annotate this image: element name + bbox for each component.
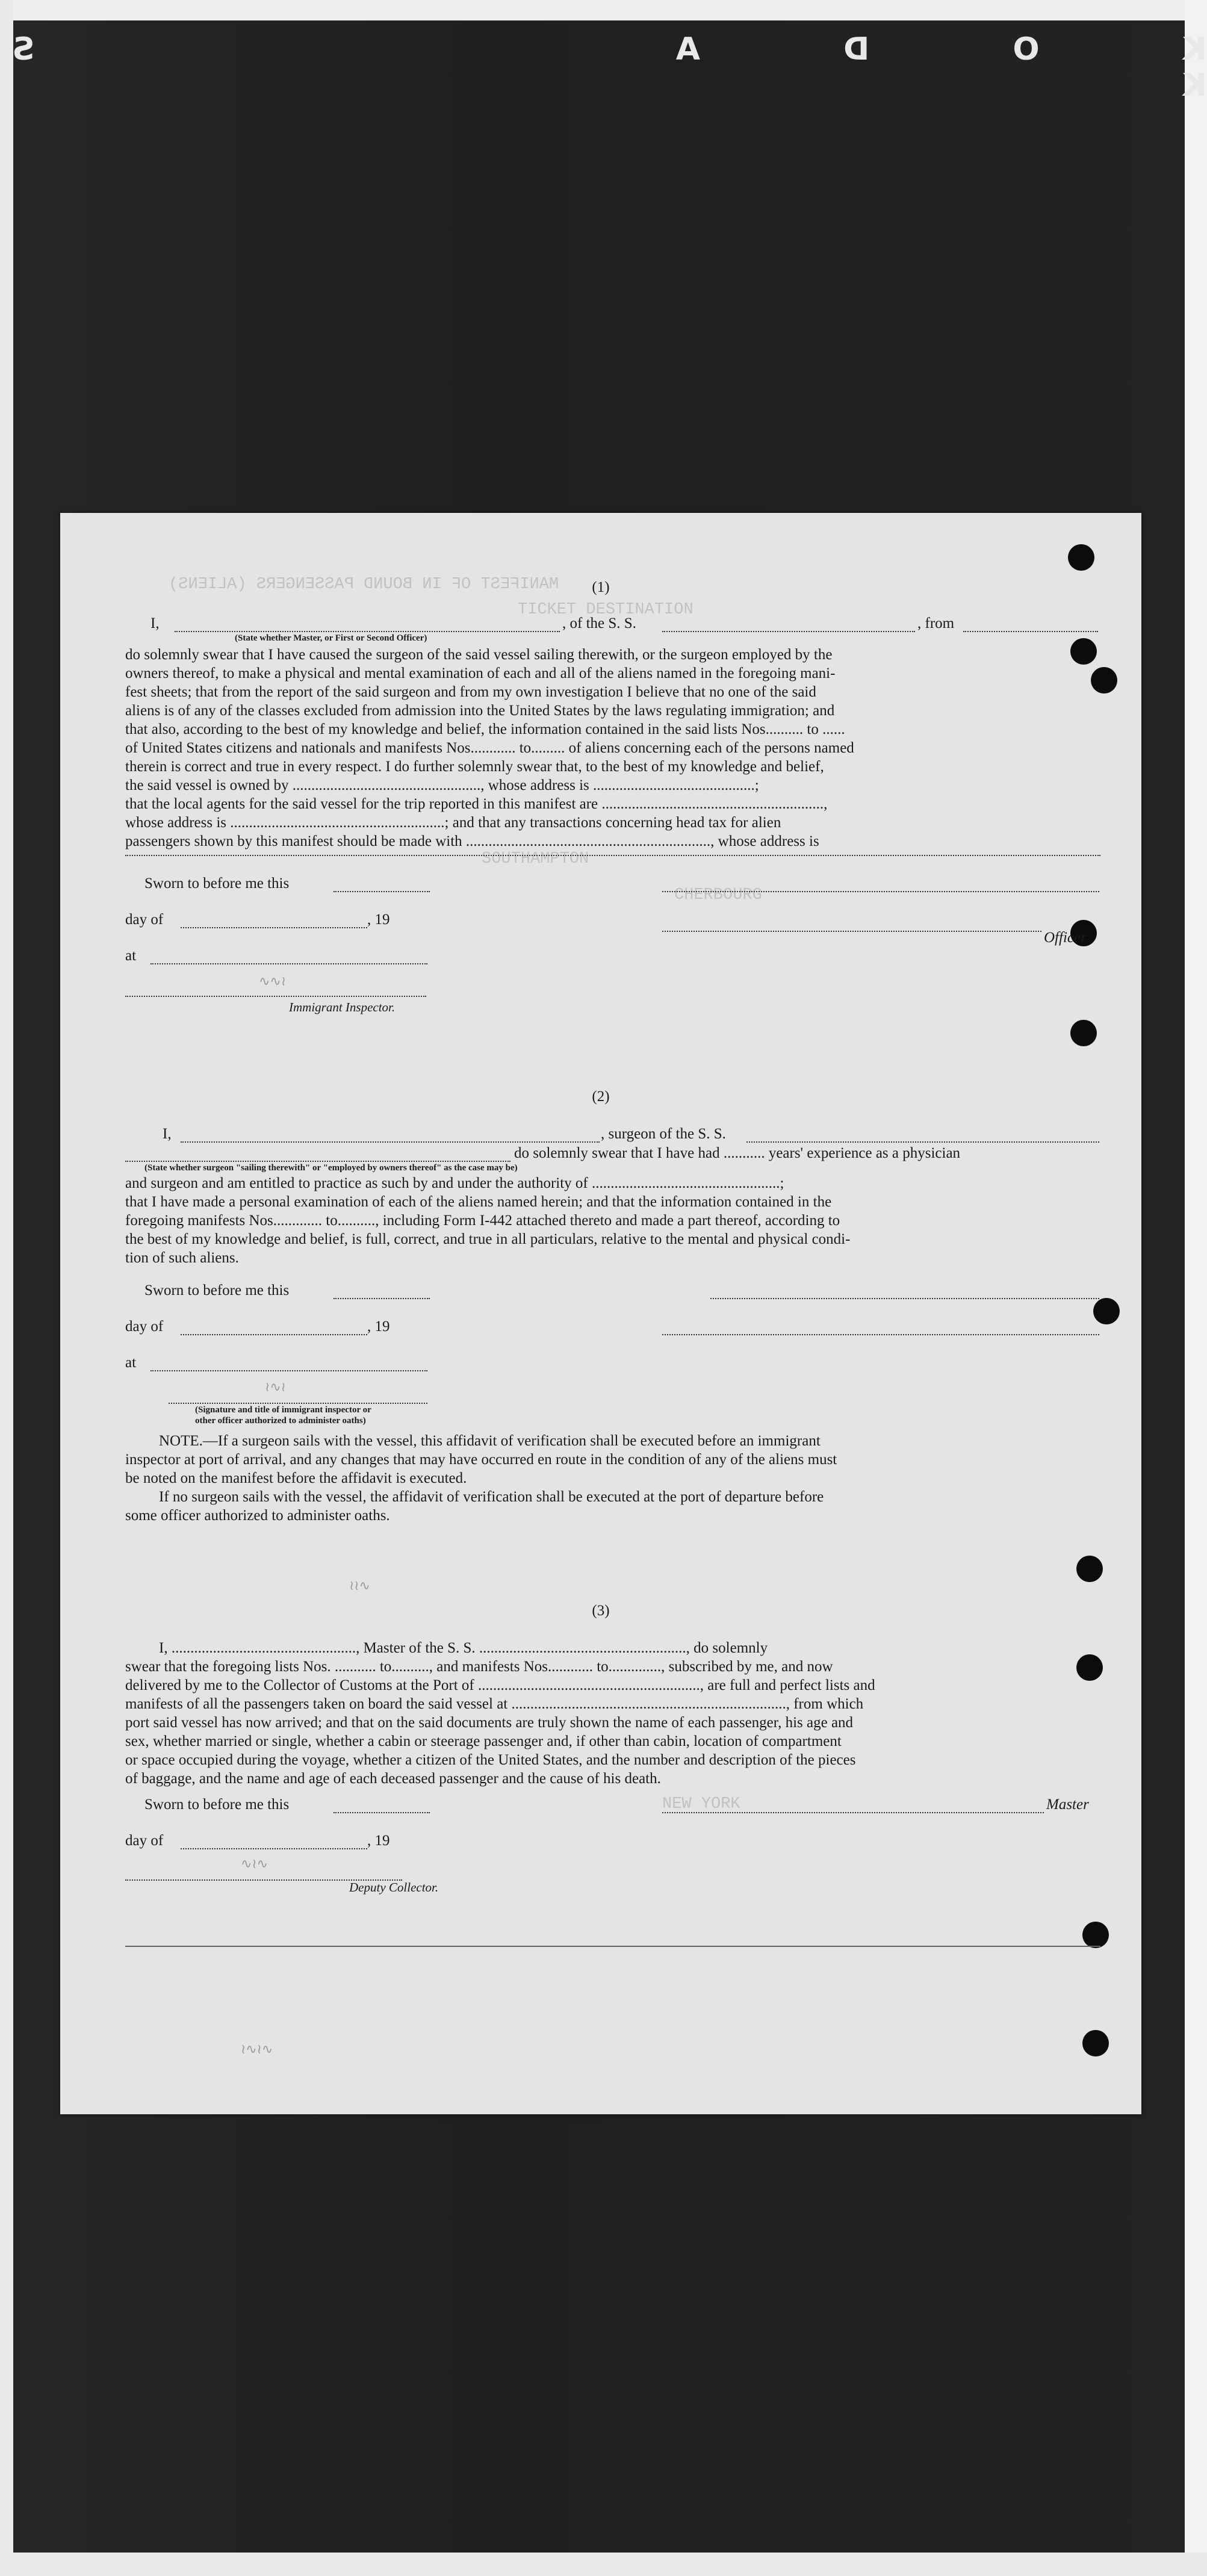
officer-label: Officer (1044, 930, 1087, 946)
signature: ≀∿≀∿ (241, 2042, 273, 2057)
blank-line (125, 996, 426, 997)
blank-line (334, 891, 430, 892)
punch-hole (1076, 1556, 1103, 1582)
film-edge-top (0, 0, 1207, 20)
blank-line (181, 927, 367, 928)
blank-line (150, 963, 427, 964)
sworn-label: Sworn to before me this (144, 1796, 290, 1813)
punch-hole (1070, 1020, 1097, 1046)
section-number: (2) (592, 1088, 610, 1105)
field-caption: (State whether surgeon "sailing therewith" or "employed by owners thereof" as the case may be) (144, 1163, 518, 1173)
section-number: (3) (592, 1603, 610, 1619)
note-paragraph: NOTE.—If a surgeon sails with the vessel, this affidavit of verification shall be executed before an immigrant inspector at port of arrival, and any changes that may have occurred en route in the condition of any of the aliens must be noted on the manifest before the affidavit is executed. If no surgeon sails with the vessel, the affidavit of verification shall be executed at the port of departure before some officer authorized to administer oaths. (125, 1433, 837, 1524)
bleedthrough-text: CHERBOURG (674, 886, 762, 904)
blank-line (125, 855, 1100, 856)
inspector-label: Immigrant Inspector. (289, 1000, 396, 1014)
year-label: , 19 (367, 1318, 390, 1335)
manifest-sheet (60, 513, 1141, 2114)
divider (125, 1946, 1100, 1947)
blank-line (181, 1848, 367, 1849)
film-edge-left (0, 0, 13, 2576)
blank-line (662, 1812, 1044, 1813)
blank-line (150, 1370, 427, 1371)
blank-line (710, 1298, 1099, 1299)
at-label: at (125, 1355, 137, 1371)
blank-line (181, 1334, 367, 1335)
section-number: (1) (592, 579, 610, 595)
signature: ≀∿≀ (265, 1380, 286, 1395)
blank-line (181, 1141, 600, 1143)
blank-line (334, 1812, 430, 1813)
oath-opening: I, (150, 615, 160, 632)
oath-paragraph: do solemnly swear that I have caused the surgeon of the said vessel sailing therewith, or the surgeon employed by the owners thereof, to make a physical and mental examination of each and all of the aliens named in the foregoing mani- fest sheets; that from the report of the said surgeon and from my own investigation I believe that no one of the said aliens is of any of the classes excluded from admission into the United States by the laws regulating immigration; and that also, according to the best of my knowledge and belief, the information contained in the said lists Nos.......... to ...... of United States citizens and nationals and manifests Nos............ to......... of aliens concerning each of the persons named therein is correct and true in every respect. I do further solemnly swear that, to the best of my knowledge and belief, the said vessel is owned by .................................................., whose address is ...........................................; that the local agents for the said vessel for the trip reported in this manifest are ..........................................................., whose address is .........................................................; and that any transactions concerning head tax for alien passengers shown by this manifest should be made with ................................................................., whose address is (125, 647, 854, 849)
punch-hole (1093, 1298, 1120, 1324)
film-brand-left: S (8, 31, 35, 67)
day-label: day of (125, 1318, 164, 1335)
blank-line (662, 931, 1041, 932)
blank-line (125, 1161, 510, 1162)
blank-line (662, 1334, 1099, 1335)
film-edge-right (1185, 0, 1207, 2576)
oath-paragraph: and surgeon and am entitled to practice as such by and under the authority of ..................................................; that I have made a personal examination of each of the aliens named herein; and that the information contained in the foregoing manifests Nos............. to.........., including Form I-442 attached thereto and made a part thereof, according to the best of my knowledge and belief, is full, correct, and true in all particulars, relative to the mental and physical condi- tion of such aliens. (125, 1175, 851, 1266)
signature: ∿≀∿ (241, 1857, 268, 1872)
blank-line (963, 631, 1098, 632)
blank-line (175, 631, 560, 632)
blank-line (746, 1141, 1099, 1143)
bleedthrough-text: NEW YORK (662, 1795, 740, 1813)
surgeon-vessel-label: , surgeon of the S. S. (601, 1126, 726, 1142)
at-label: at (125, 948, 137, 964)
sworn-label: Sworn to before me this (144, 1282, 290, 1299)
signature: ≀≀∿ (349, 1578, 370, 1594)
from-label: , from (917, 615, 955, 632)
blank-line (334, 1298, 430, 1299)
oath-line: do solemnly swear that I have had ........... years' experience as a physician (514, 1145, 961, 1161)
blank-line (662, 631, 915, 632)
day-label: day of (125, 911, 164, 928)
oath-opening: I, (163, 1126, 172, 1142)
bleedthrough-text: SOUTHAMPTON (482, 850, 589, 868)
film-brand-right: K O D A K (609, 31, 1207, 104)
year-label: , 19 (367, 911, 390, 928)
signature-caption: (Signature and title of immigrant inspector or (195, 1405, 371, 1415)
signature-caption: other officer authorized to administer oaths) (195, 1416, 366, 1426)
sworn-label: Sworn to before me this (144, 875, 290, 892)
collector-label: Deputy Collector. (349, 1880, 439, 1895)
blank-line (169, 1403, 427, 1404)
punch-hole (1082, 2030, 1109, 2056)
master-label: Master (1046, 1796, 1089, 1813)
bleedthrough-text: MANIFEST OF IN BOUND PASSENGERS (ALIENS) (169, 576, 559, 594)
day-label: day of (125, 1833, 164, 1849)
vessel-label: , of the S. S. (562, 615, 636, 632)
blank-line (662, 891, 1099, 892)
field-caption: (State whether Master, or First or Second Officer) (235, 633, 427, 643)
punch-hole (1068, 544, 1094, 571)
year-label: , 19 (367, 1833, 390, 1849)
punch-hole (1082, 1922, 1109, 1948)
oath-paragraph: I, ................................................., Master of the S. S. ......................................................., do solemnly swear that the foregoing lists Nos. ........... to.........., and manifests Nos............ to.............., subscribed by me, and now delivered by me to the Collector of Customs at the Port of ..........................................................., are full and perfect lists and manifests of all the passengers taken on board the said vessel at ........................................................................., from which port said vessel has now arrived; and that on the said documents are truly shown the name of each passenger, his age and sex, whether married or single, whether a cabin or steerage passenger and, if other than cabin, location of compartment or space occupied during the voyage, whether a citizen of the United States, and the number and description of the pieces of baggage, and the name and age of each deceased passenger and the cause of his death. (125, 1640, 875, 1787)
film-edge-bottom (0, 2553, 1207, 2576)
bleedthrough-text: TICKET DESTINATION (518, 601, 693, 619)
signature: ∿∿≀ (259, 974, 287, 989)
